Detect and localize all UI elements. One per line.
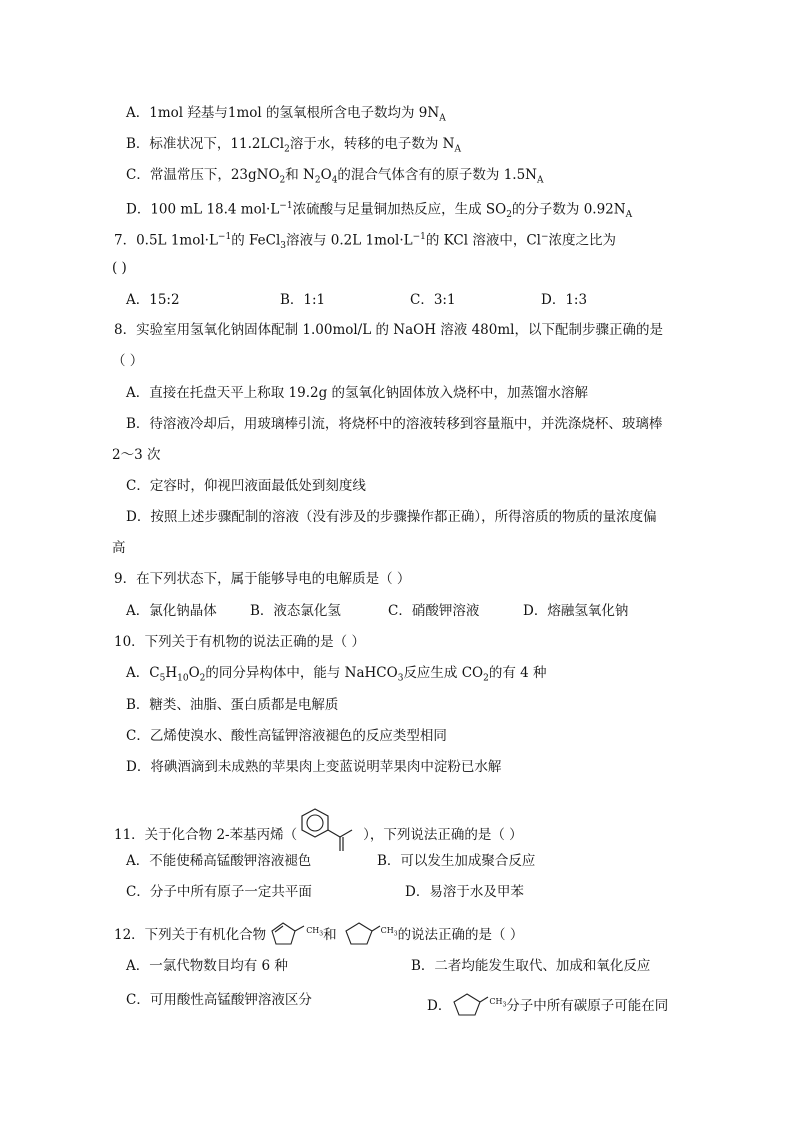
q12-option-d: D． $^{CH_3}$分子中所有碳原子可能在同 xyxy=(427,991,668,1017)
ch3-label-b: CH3 xyxy=(380,926,398,938)
q6-option-a: A．1mol 羟基与1mol 的氢氧根所含电子数均为 $9N_A$ xyxy=(126,105,446,124)
q12-option-b: B．二者均能发生取代、加成和氧化反应 xyxy=(411,958,651,974)
ch3-label-d: CH3 xyxy=(489,997,507,1009)
q9-option-a: A．氯化钠晶体 xyxy=(126,603,217,619)
q11-option-c: C．分子中所有原子一定共平面 xyxy=(126,884,312,900)
q10-option-b: B．糖类、油脂、蛋白质都是电解质 xyxy=(126,697,339,713)
methylcyclopentene-structure-icon xyxy=(270,920,306,946)
q8-option-d: D．按照上述步骤配制的溶液（没有涉及的步骤操作都正确），所得溶质的物质的量浓度偏 xyxy=(126,509,657,525)
q7-option-c: C．3:1 xyxy=(410,292,456,308)
q8-paren: （ ） xyxy=(112,353,144,369)
q9-option-b: B．液态氯化氢 xyxy=(250,603,341,619)
q10-option-c: C．乙烯使溴水、酸性高锰钾溶液褪色的反应类型相同 xyxy=(126,728,447,744)
q8-option-b-cont: 2～3 次 xyxy=(112,447,161,463)
q11-option-d: D．易溶于水及甲苯 xyxy=(405,884,524,900)
q8-option-d-cont: 高 xyxy=(112,540,126,556)
q7-paren: ( ) xyxy=(112,260,127,276)
q9-stem: 9．在下列状态下，属于能够导电的电解质是（ ） xyxy=(114,571,411,587)
q7-option-b: B．1:1 xyxy=(280,292,326,308)
q9-option-c: C．硝酸钾溶液 xyxy=(388,603,480,619)
q8-stem: 8．实验室用氢氧化钠固体配制 1.00mol/L 的 NaOH 溶液 480ml，以下配制步骤正确的是 xyxy=(114,322,663,338)
q10-option-a: A．$C_5H_{10}O_2$的同分异构体中，能与 NaHCO$_3$反应生成 $CO_2$的有 4 种 xyxy=(126,665,547,684)
q11-option-a: A．不能使稀高锰酸钾溶液褪色 xyxy=(126,853,312,869)
q6-option-d: D．100 mL 18.4 $mol\cdot L^{-1}$浓硫酸与足量铜加热反应，生成 $SO_2$的分子数为 $0.92N_A$ xyxy=(126,201,633,221)
q7-stem: 7．0.5L $1mol\cdot L^{-1}$的 FeCl$_3$溶液与 0.2L $1mol\cdot L^{-1}$的 KCl 溶液中，Cl−浓度之比为 xyxy=(114,232,617,252)
q10-stem: 10．下列关于有机物的说法正确的是（ ） xyxy=(114,634,365,650)
q8-option-b: B．待溶液冷却后，用玻璃棒引流，将烧杯中的溶液转移到容量瓶中，并洗涤烧杯、玻璃棒 xyxy=(126,416,663,432)
q8-option-a: A．直接在托盘天平上称取 19.2g 的氢氧化钠固体放入烧杯中，加蒸馏水溶解 xyxy=(126,385,589,401)
2-phenylpropene-structure-icon xyxy=(299,805,361,855)
q6-option-c: C．常温常压下，23gNO$_2$和 $N_2O_4$的混合气体含有的原子数为 $1.5N_A$ xyxy=(126,167,544,186)
q10-option-d: D．将碘酒滴到未成熟的苹果肉上变蓝说明苹果肉中淀粉已水解 xyxy=(126,759,502,775)
q8-option-c: C．定容时，仰视凹液面最低处到刻度线 xyxy=(126,478,366,494)
methylcyclopentane-structure-icon xyxy=(343,920,381,946)
q12-option-a: A．一氯代物数目均有 6 种 xyxy=(126,958,288,974)
q9-option-d: D．熔融氢氧化钠 xyxy=(523,603,629,619)
q7-option-d: D．1:3 xyxy=(541,292,588,308)
q6-option-b: B．标准状况下，11.2LCl$_2$溶于水，转移的电子数为 $N_A$ xyxy=(126,136,461,155)
q12-option-c: C．可用酸性高锰酸钾溶液区分 xyxy=(126,992,312,1008)
q11-option-b: B．可以发生加成聚合反应 xyxy=(377,853,536,869)
ch3-label-a: CH3 xyxy=(306,926,324,938)
q12-stem: 12．下列关于有机化合物 $^{CH_3}$和 $^{CH_3}$的说法正确的是（ ） xyxy=(114,920,523,946)
methylcyclopentane-structure-icon xyxy=(451,991,489,1017)
q7-option-a: A．15:2 xyxy=(126,292,180,308)
q11-stem: 11．关于化合物 2-苯基丙烯（ ），下列说法正确的是（ ） xyxy=(114,805,523,855)
